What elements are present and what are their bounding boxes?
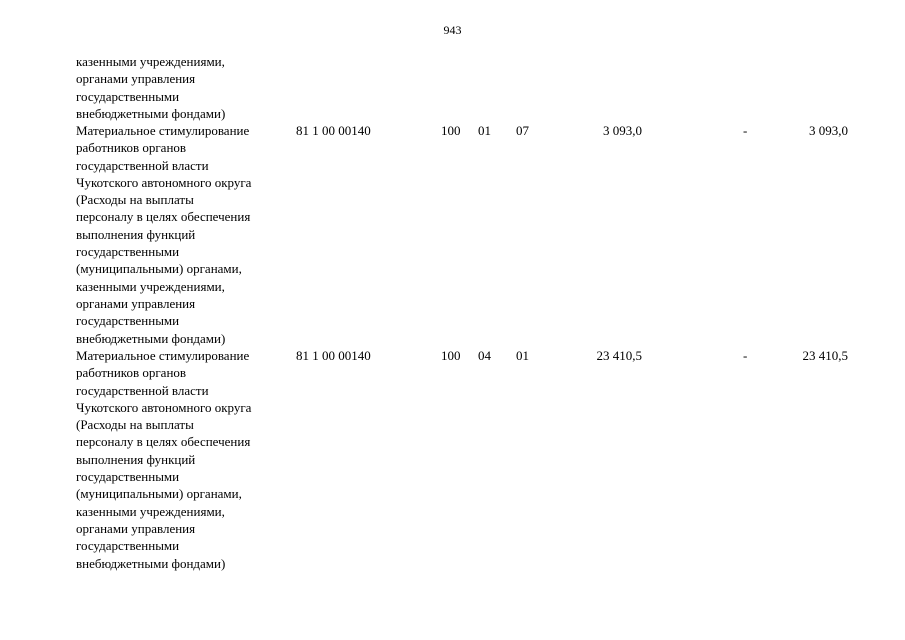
- description-line: выполнения функций: [76, 451, 196, 467]
- description-line: казенными учреждениями,: [76, 503, 225, 519]
- description-line: казенными учреждениями,: [76, 278, 225, 294]
- description-line: государственной власти: [76, 382, 209, 398]
- subsection-code: 07: [516, 123, 529, 138]
- amount-final: 3 093,0: [809, 123, 848, 138]
- description-line: персоналу в целях обеспечения: [76, 209, 251, 225]
- description-line: государственными: [76, 538, 180, 554]
- row-description: [76, 122, 291, 347]
- amount-final: 23 410,5: [802, 348, 848, 363]
- description-line: персоналу в целях обеспечения: [76, 434, 251, 450]
- description-line: внебюджетными фондами): [76, 330, 226, 346]
- amount-total: 23 410,5: [596, 348, 642, 363]
- description-line: выполнения функций: [76, 226, 196, 242]
- description-line: работников органов: [76, 365, 187, 381]
- continuation-description: [76, 53, 291, 122]
- expense-type: 100: [441, 123, 461, 138]
- description-line: (муниципальными) органами,: [76, 261, 242, 277]
- target-code: 81 1 00 00140: [296, 123, 371, 138]
- description-line: государственными: [76, 469, 180, 485]
- subsection-code: 01: [516, 348, 529, 363]
- description-line: (Расходы на выплаты: [76, 192, 194, 208]
- description-line: государственными: [76, 313, 180, 329]
- description-line: казенными учреждениями,: [76, 54, 225, 69]
- description-line: органами управления: [76, 520, 196, 536]
- amount-total: 3 093,0: [603, 123, 642, 138]
- section-code: 04: [478, 348, 491, 363]
- description-line: государственными: [76, 88, 180, 104]
- description-line: внебюджетными фондами): [76, 555, 226, 571]
- description-line: работников органов: [76, 140, 187, 156]
- description-line: Чукотского автономного округа: [76, 174, 252, 190]
- description-line: (муниципальными) органами,: [76, 486, 242, 502]
- description-line: государственными: [76, 244, 180, 260]
- amount-mid: -: [743, 123, 748, 138]
- description-line: Материальное стимулирование: [76, 348, 250, 363]
- section-code: 01: [478, 123, 491, 138]
- target-code: 81 1 00 00140: [296, 348, 371, 363]
- description-line: Материальное стимулирование: [76, 123, 250, 138]
- description-line: Чукотского автономного округа: [76, 399, 252, 415]
- description-line: органами управления: [76, 71, 196, 87]
- description-line: государственной власти: [76, 157, 209, 173]
- row-description: [76, 347, 291, 572]
- description-line: (Расходы на выплаты: [76, 417, 194, 433]
- expense-type: 100: [441, 348, 461, 363]
- page-number: 943: [443, 23, 462, 37]
- amount-mid: -: [743, 348, 748, 363]
- description-line: внебюджетными фондами): [76, 105, 226, 121]
- description-line: органами управления: [76, 295, 196, 311]
